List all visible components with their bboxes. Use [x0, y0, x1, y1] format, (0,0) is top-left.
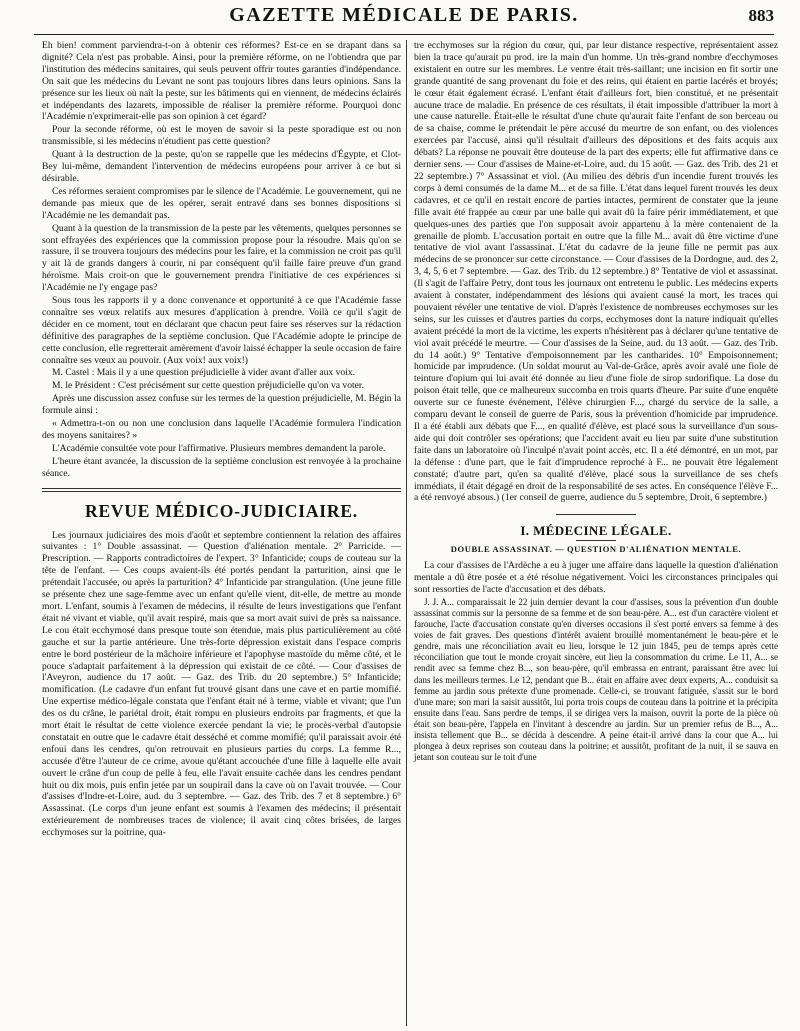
left-column — [42, 40, 401, 840]
subsection-subtitle: DOUBLE ASSASSINAT. — QUESTION D'ALIÉNATION MENTALE. — [450, 544, 742, 555]
header-rule — [34, 34, 774, 35]
page-header — [34, 4, 774, 34]
paragraph: La cour d'assises de l'Ardèche a eu à juger une affaire dans laquelle la question d'aliénation mentale a dû être posée et a été résolue négativement. Voici les circonstances principales qui sont ressorties de l'acte d'accusation et des débats. — [414, 560, 778, 595]
divider — [576, 540, 616, 541]
paragraph: Quant à la destruction de la peste, qu'on se rappelle que les médecins d'Égypte, et Clot-Bey lui-même, demandent l'intervention de médecins européens pour arriver à ce but si désirable. — [42, 149, 401, 184]
paragraph: Eh bien! comment parviendra-t-on à obtenir ces réformes? Est-ce en se drapant dans sa dignité? Cela n'est pas probable. Ainsi, pour la première réforme, on ne l'obtiendra que par l'institution des médecins sanitaires, qui seuls peuvent offrir toutes garanties d'indépendance. On sait que les médecins du Levant ne sont pas toujours libres dans leurs opinions. Sans la présence sur les lieux où naît la peste, sur les bâtiments qui en viennent, de médecins éclairés et indépendants des lazarets, impossible de réaliser la première réforme. Pourquoi donc l'Académie n'exprimerait-elle pas son opinion à cet égard? — [42, 40, 401, 123]
column-divider — [406, 40, 407, 1026]
paragraph: Les journaux judiciaires des mois d'août et septembre contiennent la relation des affaires suivantes : 1° Double assassinat. — Question d'aliénation mentale. 2° Parricide. — Prescription. — Rapports contradictoires de l'expert. 3° Infanticide; coups de couteau sur la tête de l'enfant. — Ces coups avaient-ils été portés pendant la parturition, ainsi que le prétendait l'accusée, ou après la parturition? 4° Infanticide par strangulation. (Une jeune fille se présente chez une sage-femme avec un enfant qu'elle vient, dit-elle, de mettre au monde mort. L'enfant, soumis à l'examen de médecins, il résulte de leurs investigations que l'enfant était né vivant et viable, qu'il avait respiré, mais que sa mort avait suivi de près sa naissance. Le cou était ecchymosé dans presque toute son étendue, mais plus particulièrement au côté gauche et sur la partie antérieure. Une très-forte dépression existait dans l'espace compris entre le bord postérieur de la mâchoire inférieure et l'apophyse mastoïde du même côté, et le pouce s'adaptait parfaitement à la dépression qui existait de ce côté. — Cour d'assises de l'Aveyron, audience du 17 août. — Gaz. des Trib. du 20 septembre.) 5° Infanticide; momification. (Le cadavre d'un enfant fut trouvé gisant dans une cave et en partie momifié. Une expertise médico-légale constata que l'enfant était né à terme, viable et vivant; que l'un des os du crâne, le pariétal droit, était rompu en plusieurs endroits par fragments, et que la mort était le résultat de cette violence exercée pendant la vie; le procès-verbal d'autopsie constatait en outre que le cadavre était desséché et comme momifié; qu'il paraissait avoir été enfoui dans les cendres, qu'on retrouvait en plusieurs parties du corps. La femme R..., accusée d'être l'auteur de ce crime, avoue qu'étant accouchée d'une fille à laquelle elle avait ouvert le crâne d'un coup de pelle à feu, elle l'avait ensuite cachée dans les cendres pendant huit ou dix mois, puis enfin jetée par un soupirail dans la cave où on l'avait trouvée. — Cour d'assises d'Indre-et-Loire, aud. du 3 septembre. — Gaz. des Trib. des 7 et 8 septembre.) 6° Assassinat. (Le corps d'un jeune enfant est soumis à l'examen des médecins; il présentait extérieurement de nombreuses traces de violence; il avait cinq côtes brisées, de larges ecchymoses sur la poitrine, qua- — [42, 529, 401, 839]
paragraph: Pour la seconde réforme, où est le moyen de savoir si la peste sporadique est ou non transmissible, si les médecins n'étudient pas cette question? — [42, 124, 401, 148]
subsection-title: I. MÉDECINE LÉGALE. — [520, 523, 672, 539]
section-separator — [42, 488, 401, 492]
masthead: GAZETTE MÉDICALE DE PARIS. — [229, 4, 579, 26]
paragraph: M. le Président : C'est précisément sur cette question préjudicielle qu'on va voter. — [52, 380, 364, 392]
paragraph: « Admettra-t-on ou non une conclusion dans laquelle l'Académie formulera l'indication des moyens sanitaires? » — [42, 418, 401, 441]
section-title: REVUE MÉDICO-JUDICIAIRE. — [85, 500, 358, 521]
paragraph: Ces réformes seraient compromises par le silence de l'Académie. Le gouvernement, qui ne demande pas mieux que de les opérer, serait entravé dans ses bonnes dispositions si l'Académie ne les demandait pas. — [42, 185, 401, 221]
right-column — [414, 40, 778, 764]
paragraph: Sous tous les rapports il y a donc convenance et opportunité à ce que l'Académie fasse connaître ses vœux relatifs aux mesures d'application à prendre. Voilà ce qu'il s'agit de décider en ce moment, tout en déclarant que chacun peut faire ses réserves sur la rédaction définitive des paragraphes de la septième conclusion. Que l'Académie adopte le principe de cette conclusion, elle regretterait amèrement d'avoir laissé échapper la seule occasion de faire connaître ses vœux au pouvoir. (Aux voix! aux voix!) — [42, 295, 401, 366]
paragraph: Après une discussion assez confuse sur les termes de la question préjudicielle, M. Bégin la formule ainsi : — [42, 393, 401, 417]
page-number: 883 — [748, 6, 774, 25]
paragraph: J. J. A... comparaissait le 22 juin dernier devant la cour d'assises, sous la prévention d'un double assassinat commis sur la personne de sa femme et de son beau-père. A... est d'un caractère violent et farouche, l'acte d'accusation constate qu'en diverses occasions il s'est porté envers sa femme à des voies de fait graves. Des questions d'intérêt avaient brouillé momentanément le beau-père et le gendre, mais une réconciliation avait eu lieu, lorsque le 12 juin 1845, peu de temps après cette réconciliation que tout le monde croyait sincère, eut lieu la consommation du crime. Le 11, A... se rendit avec sa femme chez B..., son beau-père, qu'il embrassa en entrant, paraissant être avec lui dans les meilleurs termes. Le 12, pendant que B... était en affaire avec deux experts, A... conduisit sa femme au jardin sous prétexte d'une promenade. Celle-ci, se trouvant fatiguée, s'assit sur le bord d'une mare; son mari la saisit aussitôt, lui porta trois coups de couteau dans la poitrine et la précipita ensuite dans l'eau. Sans perdre de temps, il se dirigea vers la maison, ouvrit la porte de la pièce où était son beau-père, l'appela en l'invitant à descendre au jardin. Sur un premier refus de B..., A... insista tellement que B... se décida à descendre. A peine était-il arrivé dans la cour que A... lui plongea à deux reprises son couteau dans la poitrine; et aussitôt, profitant de la nuit, il se sauva en jetant son couteau sur le toit d'une — [414, 596, 778, 763]
paragraph: Quant à la question de la transmission de la peste par les vêtements, quelques personnes se sont effrayées des expériences que la commission propose pour la résoudre. Mais qu'on se rassure, il se trouvera toujours des médecins pour les faire, et la commission ne croit pas qu'il y ait là de grands dangers à courir, ni par conséquent qu'il faille faire preuve d'un grand héroïsme. Mais croit-on que le gouvernement prendra l'initiative de ces expériences si l'Académie ne l'y engage pas? — [42, 222, 401, 294]
paragraph: L'Académie consultée vote pour l'affirmative. Plusieurs membres demandent la parole. — [52, 442, 386, 454]
paragraph: M. Castel : Mais il y a une question préjudicielle à vider avant d'aller aux voix. — [52, 367, 356, 379]
divider — [556, 514, 636, 515]
paragraph: L'heure étant avancée, la discussion de la septième conclusion est renvoyée à la prochaine séance. — [42, 455, 401, 479]
paragraph: tre ecchymoses sur la région du cœur, qui, par leur distance respective, représentaient assez bien la trace qu'aurait pu prod. ire la main d'un homme. Un très-grand nombre d'ecchymoses existaient en outre sur les membres. Le ventre était très-saillant; une incision en fit sortir une grande quantité de sang provenant du foie et des reins, qui étaient en partie lacérés et broyés; le cœur était également écrasé. L'enfant était d'ailleurs fort, bien constitué, et ne présentait aucune trace de maladie. En présence de ces résultats, il était impossible d'attribuer la mort à une cause naturelle. Était-elle le résultat d'une chute qu'aurait faite l'enfant de son berceau ou de sa chaise, comme le prétendait le père accusé du meurtre de son enfant, ou des violences exercées par l'accusé, ainsi qu'il résultait d'ailleurs des dépositions et des faits acquis aux débats? La réponse ne pouvait être douteuse de la part des experts; elle fut affirmative dans ce dernier sens. — Cour d'assises de Maine-et-Loire, aud. du 15 août. — Gaz. des Trib. des 21 et 22 septembre.) 7° Assassinat et viol. (Au milieu des débris d'un incendie furent trouvés les corps à demi consumés de la dame M... et de sa fille. L'état dans lequel furent trouvés les deux cadavres, et ce qu'il en restait encore de parties intactes, permirent de constater que la jeune fille avait été frappée au cœur par une balle qui avait dû la faire périr immédiatement, et que quelques-unes des parties que l'on supposait avoir appartenu à la mère contenaient de la grenaille de plomb. L'accusation portait en outre que la fille M... avait dû être victime d'une tentative de viol avant l'assassinat. L'état du cadavre de la jeune fille ne permit pas aux médecins de se prononcer sur cette circonstance. — Cour d'assises de la Dordogne, aud. des 2, 3, 4, 5, 6 et 7 septembre. — Gaz. des Trib. du 12 septembre.) 8° Tentative de viol et assassinat. (Il s'agit de l'affaire Petry, dont tous les journaux ont entretenu le public. Les médecins experts avaient à constater, indépendamment des lésions qui avaient causé la mort, les traces qui pouvaient révéler une tentative de viol. D'après l'existence de nombreuses ecchymoses sur les seins, sur les cuisses et d'autres parties du corps, ecchymoses dont la nature indiquait qu'elles avaient précédé la mort de la victime, les experts n'hésitèrent pas à déclarer qu'une tentative de viol avait précédé le meurtre. — Cour d'assises de la Seine, aud. du 13 août. — Gaz. des Trib. du 14 août.) 9° Tentative d'empoisonnement par les cantharides. 10° Empoisonnement; homicide par imprudence. (Un soldat mourut au Val-de-Grâce, après avoir avalé une fiole de teinture d'opium qui lui avait été donnée au lieu d'une fiole de sirop sudorifique. La dose du poison était telle, que ce malheureux succomba en trois quarts d'heure. Par suite d'une enquête ouverte sur ce funeste événement, l'élève chirurgien F..., chargé du service de la salle, a comparu devant le conseil de guerre de Paris, sous la prévention d'homicide par imprudence. Il a été établi aux débats que F..., en qualité d'élève, est placé sous la surveillance d'un sous-aide qui doit contrôler ses opérations; que l'accident avait eu lieu par suite d'une substitution faite dans un laboratoire où l'inculpé n'avait point accès, etc. Il a été démontré, en un mot, par la défense : d'une part, que le fait d'imprudence reproché à F... ne pouvait être légalement constaté; d'autre part, qu'en sa qualité d'élève, placé sous la surveillance de ses chefs immédiats, il était dégagé en droit de la responsabilité de ses actes. En conséquence l'élève F... a été renvoyé absous.) (1er conseil de guerre, audience du 5 septembre, Droit, 6 septembre.) — [414, 40, 778, 504]
